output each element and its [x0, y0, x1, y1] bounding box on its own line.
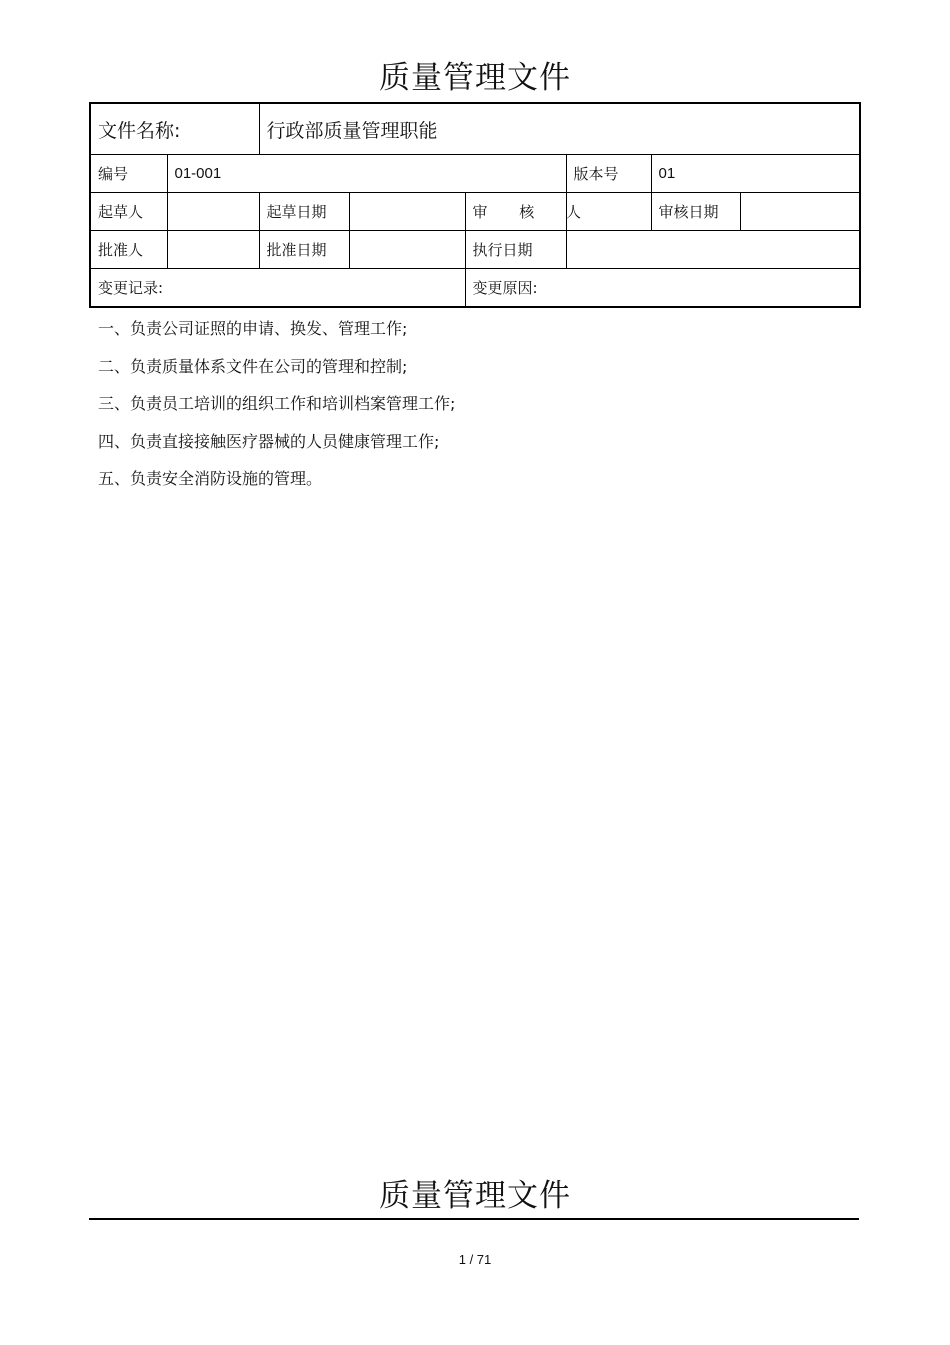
effective-date-label: 执行日期 — [465, 231, 566, 269]
duties-list — [98, 310, 858, 498]
footer-title: 质量管理文件 — [379, 1178, 571, 1214]
document-info-table — [89, 102, 861, 308]
change-reason-label: 变更原因: — [465, 269, 860, 308]
file-name-label: 文件名称: — [90, 103, 259, 155]
reviewer-label: 审 核 人 — [465, 193, 566, 231]
list-item: 四、负责直接接触医疗器械的人员健康管理工作; — [98, 431, 440, 451]
review-date-value — [740, 193, 860, 231]
drafter-label: 起草人 — [90, 193, 167, 231]
approve-date-value — [349, 231, 465, 269]
review-date-label: 审核日期 — [651, 193, 740, 231]
version-value: 01 — [651, 155, 860, 193]
number-label: 编号 — [90, 155, 167, 193]
approve-date-label: 批准日期 — [259, 231, 349, 269]
document-title: 质量管理文件 — [379, 60, 571, 96]
list-item: 三、负责员工培训的组织工作和培训档案管理工作; — [98, 394, 456, 413]
drafter-value — [167, 193, 259, 231]
list-item: 一、负责公司证照的申请、换发、管理工作; — [98, 319, 408, 338]
draft-date-label: 起草日期 — [259, 193, 349, 231]
change-record-label: 变更记录: — [90, 269, 465, 308]
approver-value — [167, 231, 259, 269]
list-item: 五、负责安全消防设施的管理。 — [98, 469, 323, 488]
version-label: 版本号 — [566, 155, 651, 193]
file-name-value: 行政部质量管理职能 — [259, 103, 860, 155]
number-value: 01-001 — [167, 155, 566, 193]
list-item: 二、负责质量体系文件在公司的管理和控制; — [98, 356, 408, 376]
page-number: 1 / 71 — [458, 1252, 492, 1267]
footer-divider — [89, 1218, 859, 1220]
approver-label: 批准人 — [90, 231, 167, 269]
draft-date-value — [349, 193, 465, 231]
effective-date-value — [566, 231, 860, 269]
